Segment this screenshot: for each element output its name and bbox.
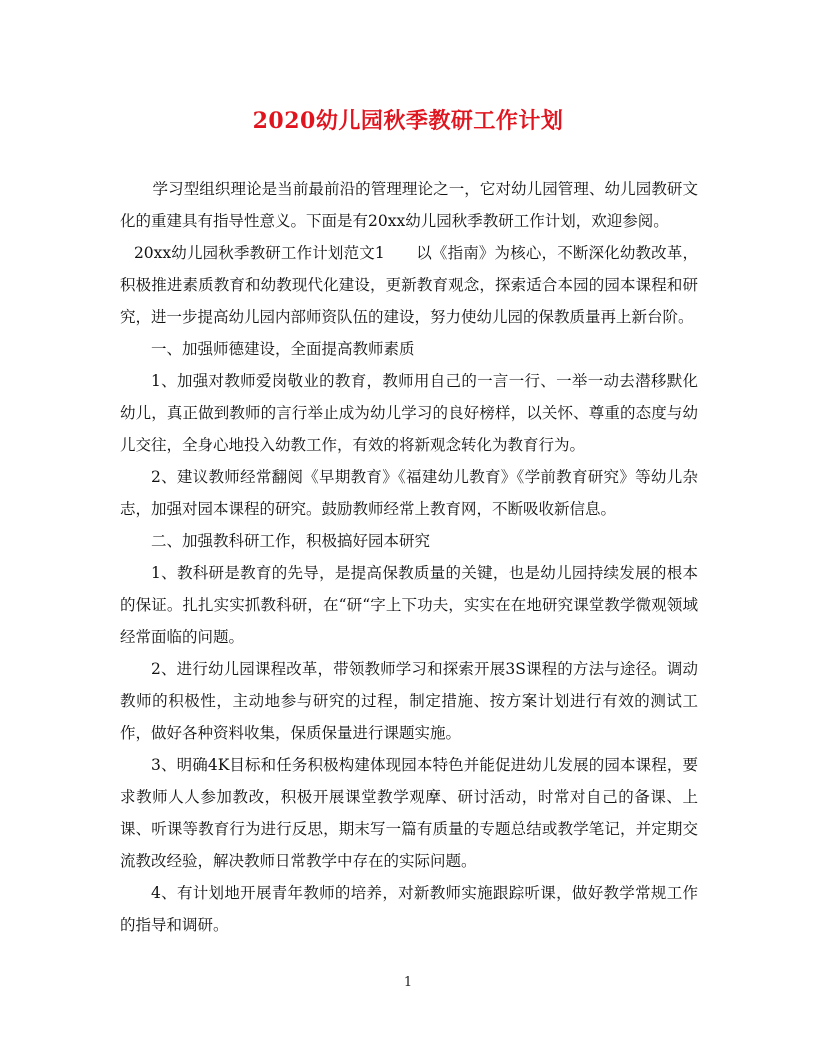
section-heading-2: 二、加强教科研工作，积极搞好园本研究 bbox=[151, 532, 431, 550]
paragraph-2-4: 4、有计划地开展青年教师的培养，对新教师实施跟踪听课，做好教学常规工作的指导和调研。 bbox=[120, 884, 698, 934]
paragraph-1-1: 1、加强对教师爱岗敬业的教育，教师用自己的一言一行、一举一动去潜移默化幼儿，真正做到教师的言行举止成为幼儿学习的良好榜样，以关怀、尊重的态度与幼儿交往，全身心地投入幼教工作，有效的将新观念转化为教育行为。 bbox=[120, 372, 698, 454]
paragraph-plan-overview: 20xx幼儿园秋季教研工作计划范文1 以《指南》为核心，不断深化幼教改革，积极推进素质教育和幼教现代化建设，更新教育观念，探索适合本园的园本课程和研究，进一步提高幼儿园内部师资队伍的建设，努力使幼儿园的保教质量再上新台阶。 bbox=[120, 244, 698, 326]
section-heading-1: 一、加强师德建设，全面提高教师素质 bbox=[151, 340, 415, 358]
document-body bbox=[120, 173, 698, 941]
page-number: 1 bbox=[403, 975, 413, 990]
paragraph-2-3: 3、明确4K目标和任务积极构建体现园本特色并能促进幼儿发展的园本课程，要求教师人人参加教改，积极开展课堂教学观摩、研讨活动，时常对自己的备课、上课、听课等教育行为进行反思，期末写一篇有质量的专题总结或教学笔记，并定期交流教改经验，解决教师日常教学中存在的实际问题。 bbox=[120, 756, 698, 870]
intro-paragraph: 学习型组织理论是当前最前沿的管理理论之一，它对幼儿园管理、幼儿园教研文化的重建具有指导性意义。下面是有20xx幼儿园秋季教研工作计划，欢迎参阅。 bbox=[120, 180, 698, 230]
paragraph-2-1: 1、教科研是教育的先导，是提高保教质量的关键，也是幼儿园持续发展的根本的保证。扎扎实实抓教科研，在“研“字上下功夫，实实在在地研究课堂教学微观领域经常面临的问题。 bbox=[120, 564, 698, 646]
paragraph-1-2: 2、建议教师经常翻阅《早期教育》《福建幼儿教育》《学前教育研究》等幼儿杂志，加强对园本课程的研究。鼓励教师经常上教育网，不断吸收新信息。 bbox=[120, 468, 698, 518]
paragraph-2-2: 2、进行幼儿园课程改革，带领教师学习和探索开展3S课程的方法与途径。调动教师的积极性，主动地参与研究的过程，制定措施、按方案计划进行有效的测试工作，做好各种资料收集，保质保量进行课题实施。 bbox=[120, 660, 698, 742]
document-title: 2020幼儿园秋季教研工作计划 bbox=[252, 108, 564, 134]
